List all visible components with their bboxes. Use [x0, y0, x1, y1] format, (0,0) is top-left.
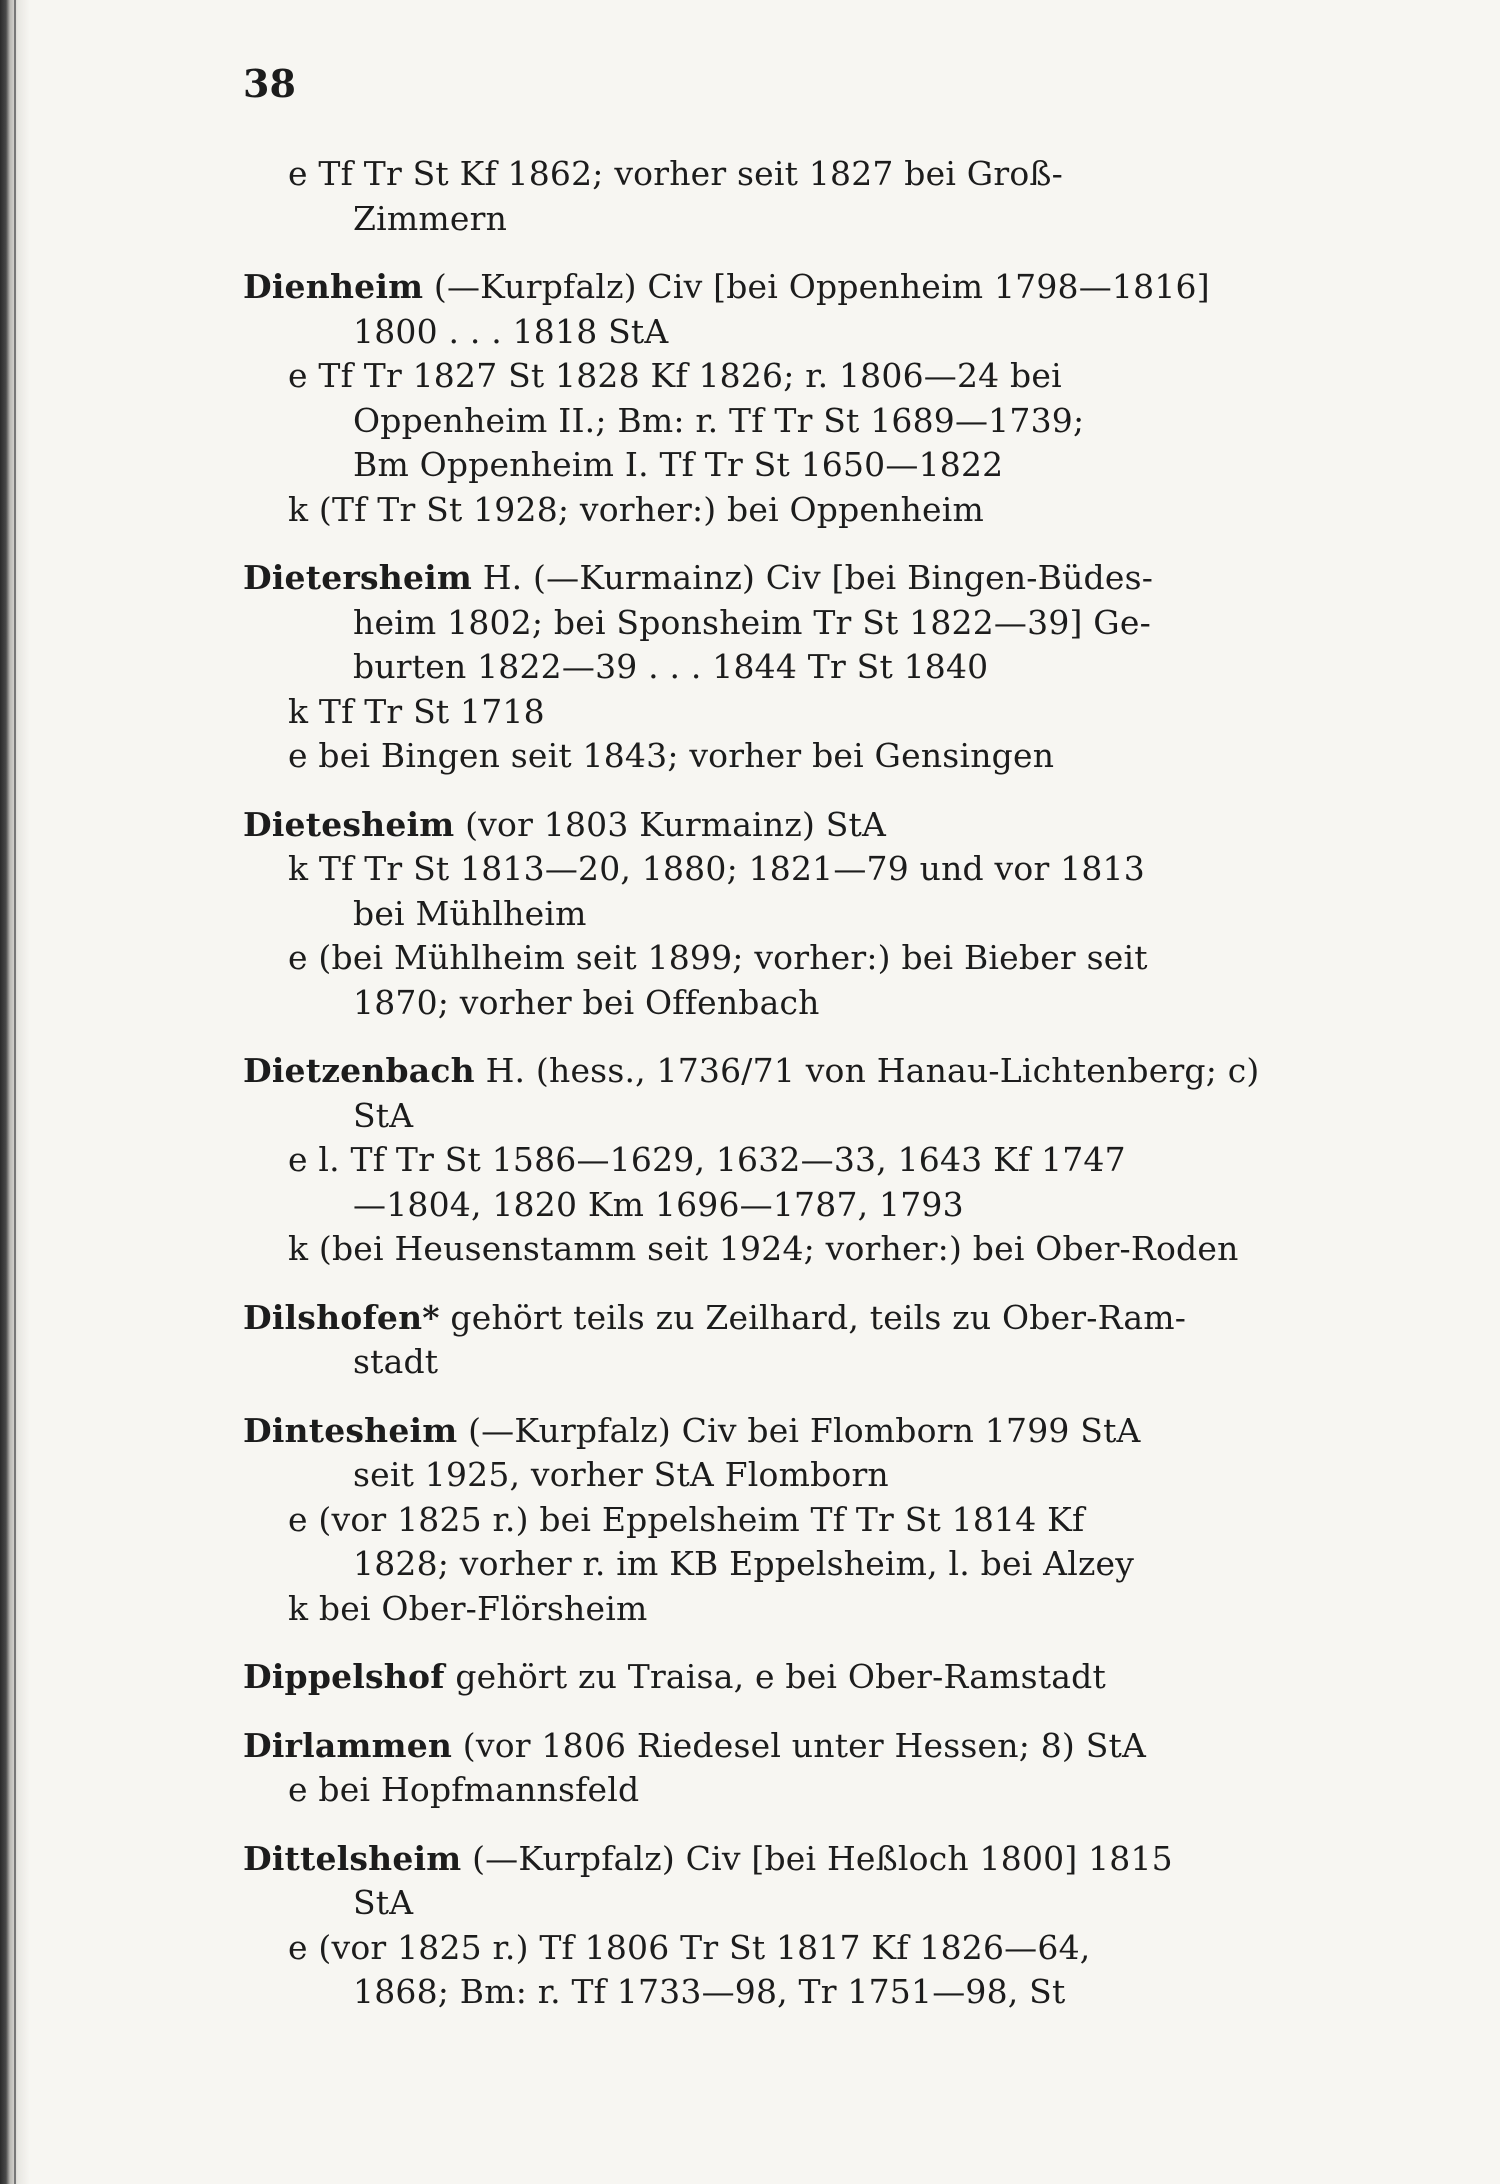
entry-headword: Dilshofen* — [243, 1297, 440, 1337]
entry-line: k Tf Tr St 1813—20, 1880; 1821—79 und vor 1813 — [288, 849, 1145, 888]
entry-line: Dintesheim (—Kurpfalz) Civ bei Flomborn 1799 StA — [243, 1410, 1141, 1450]
entry-line: k (bei Heusenstamm seit 1924; vorher:) bei Ober-Roden — [288, 1229, 1239, 1268]
entry-headword: Dietesheim — [243, 804, 455, 844]
entry-line: Dietzenbach H. (hess., 1736/71 von Hanau-Lichtenberg; c) — [243, 1051, 1260, 1090]
entry-line: Dienheim (—Kurpfalz) Civ [bei Oppenheim 1798—1816] — [243, 267, 1210, 306]
entry-headword: Dintesheim — [243, 1410, 458, 1450]
entry-line: bei Mühlheim — [353, 893, 587, 933]
entry-line: e (vor 1825 r.) bei Eppelsheim Tf Tr St 1814 Kf — [288, 1499, 1085, 1539]
entry-line: Dirlammen (vor 1806 Riedesel unter Hessen; 8) StA — [243, 1725, 1146, 1765]
entry-line: Dilshofen* gehört teils zu Zeilhard, teils zu Ober-Ram- — [243, 1297, 1187, 1337]
entry-line: 1800 . . . 1818 StA — [353, 311, 669, 351]
page-number: 38 — [243, 61, 296, 106]
entry-dietersheim — [243, 556, 1308, 779]
entry-line: Dippelshof gehört zu Traisa, e bei Ober-Ramstadt — [243, 1657, 1106, 1696]
entry-line: e l. Tf Tr St 1586—1629, 1632—33, 1643 Kf 1747 — [288, 1140, 1126, 1179]
entry-line: e Tf Tr St Kf 1862; vorher seit 1827 bei Groß- — [288, 154, 1063, 193]
entry-headword: Dietersheim — [243, 558, 472, 597]
entry-line: e Tf Tr 1827 St 1828 Kf 1826; r. 1806—24 bei — [288, 356, 1062, 395]
page-content — [243, 152, 1308, 2015]
entry-line: heim 1802; bei Sponsheim Tr St 1822—39] Ge- — [353, 602, 1151, 642]
entry-line: Dietesheim (vor 1803 Kurmainz) StA — [243, 804, 887, 844]
entry-line: —1804, 1820 Km 1696—1787, 1793 — [353, 1184, 964, 1224]
entry-dienheim — [243, 265, 1308, 532]
entry-line: e bei Bingen seit 1843; vorher bei Gensingen — [288, 736, 1055, 775]
entry-dirlammen — [243, 1724, 1308, 1813]
entry-line: stadt — [353, 1342, 439, 1381]
entry-line: k (Tf Tr St 1928; vorher:) bei Oppenheim — [288, 489, 985, 529]
entry-dittelsheim — [243, 1837, 1308, 2015]
entry-line: e (vor 1825 r.) Tf 1806 Tr St 1817 Kf 1826—64, — [288, 1927, 1091, 1967]
entry-line: seit 1925, vorher StA Flomborn — [353, 1455, 889, 1494]
entry-line: StA — [353, 1883, 414, 1922]
entry-line: StA — [353, 1095, 414, 1135]
binding-line — [14, 0, 16, 2184]
entry-continuation — [243, 152, 1308, 241]
entry-headword: Dirlammen — [243, 1725, 453, 1765]
entry-dilshofen — [243, 1296, 1308, 1385]
entry-dippelshof — [243, 1655, 1308, 1700]
entry-line: k bei Ober-Flörsheim — [288, 1588, 648, 1628]
entry-dietzenbach — [243, 1049, 1308, 1272]
entry-line: e bei Hopfmannsfeld — [288, 1770, 640, 1809]
entry-dietesheim — [243, 803, 1308, 1026]
entry-line: k Tf Tr St 1718 — [288, 691, 545, 731]
entry-dintesheim — [243, 1409, 1308, 1632]
entry-line: Oppenheim II.; Bm: r. Tf Tr St 1689—1739; — [353, 400, 1085, 440]
entry-headword: Dittelsheim — [243, 1838, 462, 1878]
entry-line: Dittelsheim (—Kurpfalz) Civ [bei Heßloch 1800] 1815 — [243, 1838, 1173, 1878]
entry-line: 1870; vorher bei Offenbach — [353, 982, 820, 1022]
entry-headword: Dippelshof — [243, 1657, 445, 1696]
entry-line: e (bei Mühlheim seit 1899; vorher:) bei Bieber seit — [288, 938, 1148, 977]
entry-headword: Dienheim — [243, 267, 424, 306]
entry-line: Zimmern — [353, 198, 508, 238]
entry-line: Dietersheim H. (—Kurmainz) Civ [bei Bingen-Büdes- — [243, 558, 1154, 597]
entry-line: Bm Oppenheim I. Tf Tr St 1650—1822 — [353, 445, 1004, 484]
entry-headword: Dietzenbach — [243, 1051, 475, 1090]
entry-line: burten 1822—39 . . . 1844 Tr St 1840 — [353, 647, 989, 686]
entry-line: 1828; vorher r. im KB Eppelsheim, l. bei Alzey — [353, 1544, 1135, 1583]
entry-line: 1868; Bm: r. Tf 1733—98, Tr 1751—98, St — [353, 1972, 1066, 2011]
